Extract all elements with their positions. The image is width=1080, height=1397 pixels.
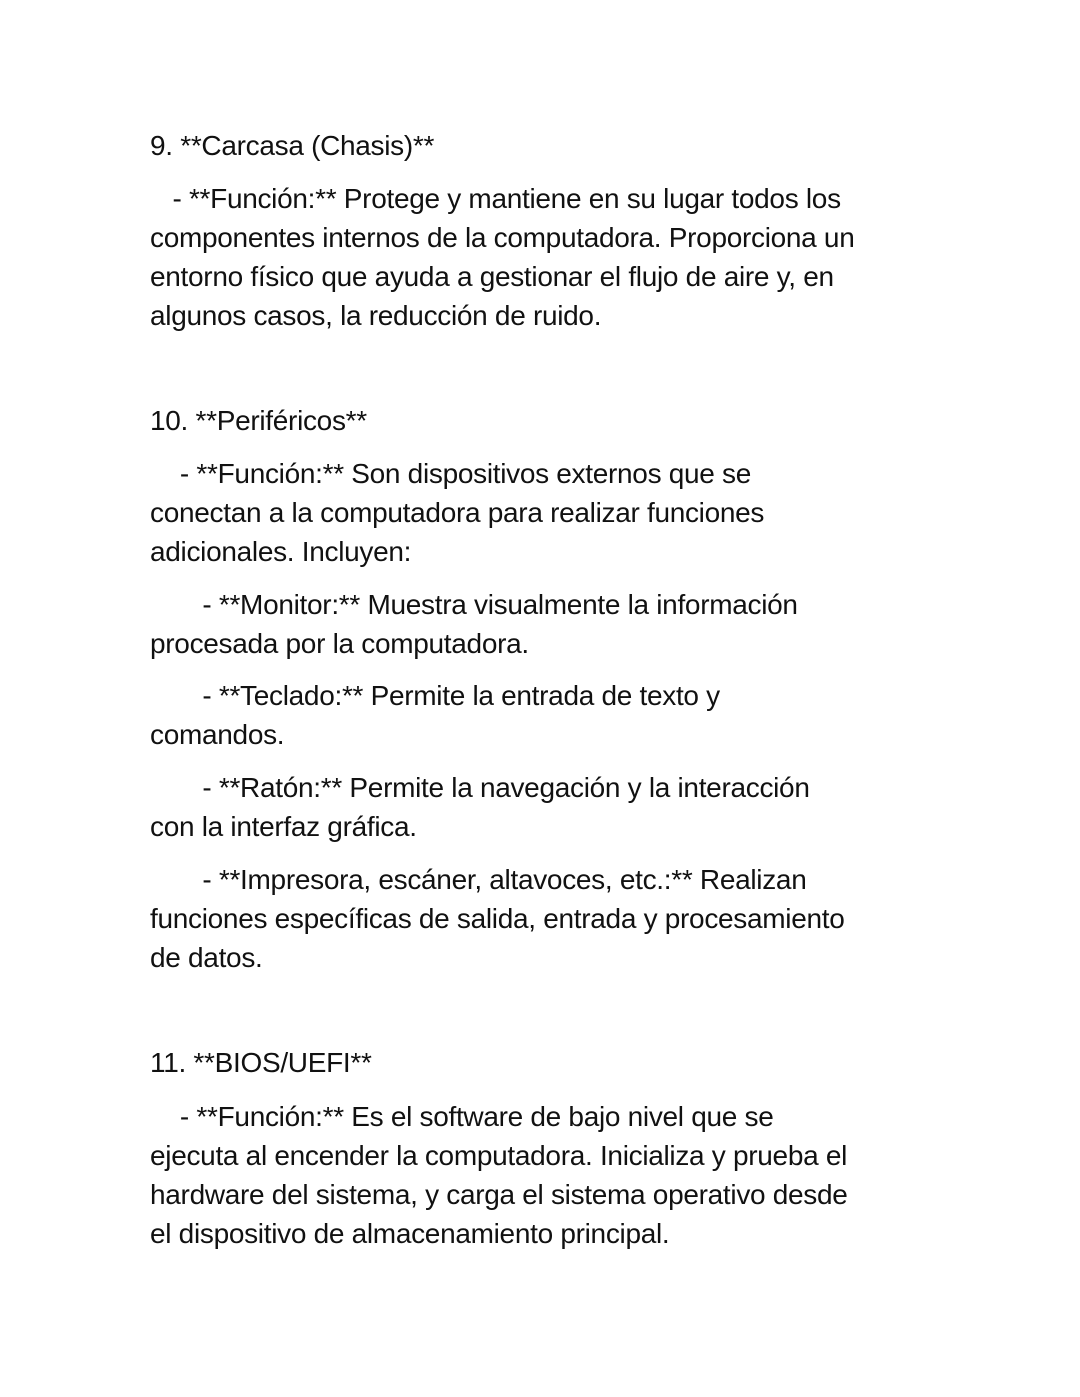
paragraph-line: - **Función:** Protege y mantiene en su lugar todos los	[150, 183, 841, 214]
list-item-monitor-cont: procesada por la computadora.	[150, 628, 529, 659]
section-heading-bios-uefi: 11. **BIOS/UEFI**	[150, 1047, 372, 1078]
list-item-monitor: - **Monitor:** Muestra visualmente la información	[150, 589, 798, 620]
paragraph-line: - **Función:** Es el software de bajo nivel que se	[150, 1101, 774, 1132]
list-item-raton: - **Ratón:** Permite la navegación y la interacción	[150, 772, 810, 803]
list-item-teclado-cont: comandos.	[150, 719, 285, 750]
paragraph-line: entorno físico que ayuda a gestionar el flujo de aire y, en	[150, 261, 834, 292]
paragraph-line: adicionales. Incluyen:	[150, 536, 412, 567]
list-item-impresora-cont: funciones específicas de salida, entrada y procesamiento	[150, 903, 845, 934]
paragraph-line: componentes internos de la computadora. Proporciona un	[150, 222, 855, 253]
list-item-impresora: - **Impresora, escáner, altavoces, etc.:** Realizan	[150, 864, 807, 895]
section-heading-perifericos: 10. **Periféricos**	[150, 405, 367, 436]
paragraph-line: el dispositivo de almacenamiento principal.	[150, 1218, 670, 1249]
paragraph-line: conectan a la computadora para realizar funciones	[150, 497, 765, 528]
list-item-impresora-cont: de datos.	[150, 942, 263, 973]
section-heading-carcasa: 9. **Carcasa (Chasis)**	[150, 130, 435, 161]
list-item-raton-cont: con la interfaz gráfica.	[150, 811, 417, 842]
paragraph-line: ejecuta al encender la computadora. Inicializa y prueba el	[150, 1140, 848, 1171]
paragraph-line: - **Función:** Son dispositivos externos que se	[150, 458, 752, 489]
list-item-teclado: - **Teclado:** Permite la entrada de texto y	[150, 680, 720, 711]
paragraph-line: algunos casos, la reducción de ruido.	[150, 300, 602, 331]
paragraph-line: hardware del sistema, y carga el sistema operativo desde	[150, 1179, 848, 1210]
